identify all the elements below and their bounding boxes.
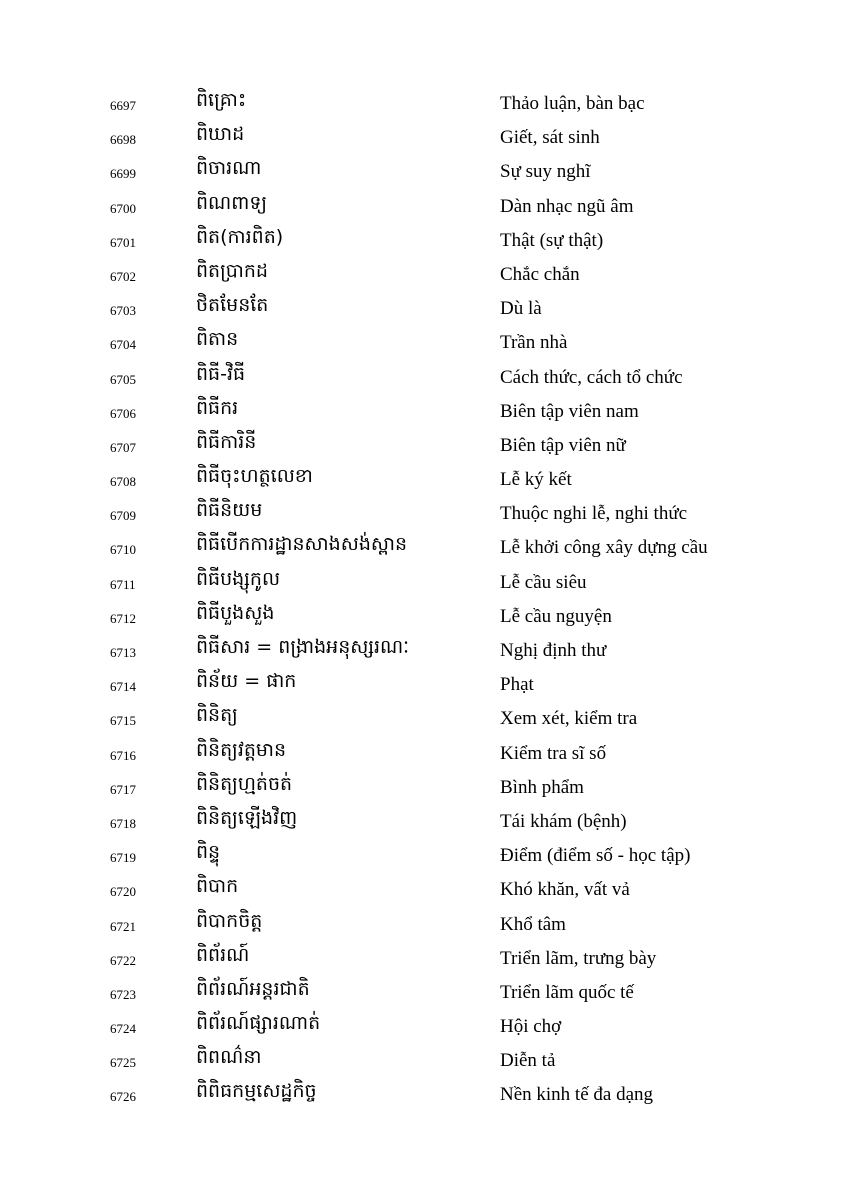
khmer-term: ពិពិធកម្មសេដ្ឋកិច្ច: [196, 1080, 317, 1103]
khmer-term: ពិបាកចិត្ត: [196, 909, 263, 932]
khmer-term: ពិធីបង្សុកូល: [196, 567, 281, 590]
vietnamese-translation: Phạt: [500, 674, 534, 696]
vietnamese-translation: Khổ tâm: [500, 913, 566, 935]
entry-number: 6698: [110, 132, 136, 148]
entry-number: 6713: [110, 645, 136, 660]
glossary-entry: [0, 1009, 848, 1043]
entry-number: 6704: [110, 337, 136, 353]
entry-number: 6703: [110, 303, 136, 319]
glossary-entry: [0, 120, 848, 154]
entry-number: 6724: [110, 1021, 136, 1037]
khmer-term: ពិន័យ = ផាក: [196, 670, 297, 693]
glossary-entry: [0, 394, 848, 428]
entry-number: 6699: [110, 166, 136, 182]
khmer-term: ពិព័រណ៍អន្តរជាតិ: [196, 977, 310, 1000]
glossary-entry: [0, 496, 848, 530]
khmer-term: ពិនិត្យឡើងវិញ: [196, 806, 298, 829]
vietnamese-translation: Lễ cầu siêu: [500, 571, 587, 593]
glossary-entry: [0, 770, 848, 804]
khmer-term: ពិណពាទ្យ: [196, 191, 268, 214]
entry-number: 6700: [110, 200, 136, 216]
khmer-term: ពិបាក: [196, 875, 239, 898]
vietnamese-translation: Hội chợ: [500, 1016, 562, 1038]
khmer-term: ពិនិត្យវត្តមាន: [196, 738, 287, 761]
glossary-entry: [0, 907, 848, 941]
khmer-term: ពិឃាដ: [196, 123, 245, 146]
entry-number: 6719: [110, 850, 136, 866]
vietnamese-translation: Lễ cầu nguyện: [500, 605, 612, 627]
khmer-term: ពិន្ទុ: [196, 841, 221, 864]
vietnamese-translation: Xem xét, kiểm tra: [500, 708, 638, 730]
glossary-entry: [0, 325, 848, 359]
vietnamese-translation: Tái khám (bệnh): [500, 810, 627, 832]
glossary-entry: [0, 872, 848, 906]
glossary-entry: [0, 1077, 848, 1111]
vietnamese-translation: Cách thức, cách tổ chức: [500, 366, 683, 388]
glossary-entry: [0, 428, 848, 462]
entry-number: 6702: [110, 268, 136, 284]
khmer-term: ពិធីបួងសួង: [196, 601, 275, 624]
vietnamese-translation: Triển lãm, trưng bày: [500, 947, 657, 969]
vietnamese-translation: Giết, sát sinh: [500, 127, 600, 149]
vietnamese-translation: Bình phẩm: [500, 776, 584, 798]
entry-number: 6710: [110, 542, 136, 558]
glossary-entry: [0, 667, 848, 701]
vietnamese-translation: Dàn nhạc ngũ âm: [500, 195, 634, 217]
vietnamese-translation: Thảo luận, bàn bạc: [500, 93, 645, 114]
khmer-term: ពិគ្រោះ: [196, 89, 247, 111]
khmer-term: ពិព័រណ៍: [196, 943, 250, 966]
khmer-term: ពិចារណា: [196, 157, 262, 180]
glossary-entry: [0, 360, 848, 394]
entry-number: 6715: [110, 713, 136, 729]
entry-number: 6717: [110, 781, 136, 797]
khmer-term: ពិធីករ: [196, 396, 239, 419]
vietnamese-translation: Lễ ký kết: [500, 469, 572, 491]
entry-number: 6721: [110, 918, 136, 934]
entry-number: 6697: [110, 98, 136, 113]
vietnamese-translation: Điểm (điểm số - học tập): [500, 845, 691, 867]
glossary-entry: [0, 701, 848, 735]
khmer-term: ពិនិត្យ: [196, 704, 238, 727]
entry-number: 6722: [110, 952, 136, 968]
entry-number: 6714: [110, 679, 136, 695]
glossary-entry: [0, 975, 848, 1009]
vietnamese-translation: Kiểm tra sĩ số: [500, 742, 607, 764]
vietnamese-translation: Biên tập viên nữ: [500, 434, 626, 456]
entry-number: 6711: [110, 576, 136, 592]
glossary-entry: [0, 223, 848, 257]
glossary-entry: [0, 941, 848, 975]
khmer-term: ពិធីសារ = ពង្រាងអនុស្សរណៈ: [196, 636, 410, 658]
vietnamese-translation: Biên tập viên nam: [500, 400, 639, 422]
entry-number: 6725: [110, 1055, 136, 1071]
khmer-term: ពិតប្រាកដ: [196, 259, 268, 282]
vietnamese-translation: Nghị định thư: [500, 640, 607, 661]
glossary-entry: [0, 86, 848, 120]
glossary-list: [0, 86, 848, 1112]
glossary-entry: [0, 291, 848, 325]
vietnamese-translation: Nền kinh tế đa dạng: [500, 1084, 654, 1106]
vietnamese-translation: Trần nhà: [500, 332, 568, 354]
entry-number: 6718: [110, 815, 136, 831]
entry-number: 6716: [110, 747, 136, 763]
khmer-term: ពិធីបើកការដ្ឋានសាងសង់ស្ពាន: [196, 533, 408, 556]
vietnamese-translation: Lễ khởi công xây dựng cầu: [500, 537, 708, 559]
glossary-entry: [0, 838, 848, 872]
vietnamese-translation: Sự suy nghĩ: [500, 161, 591, 183]
glossary-entry: [0, 530, 848, 564]
vietnamese-translation: Thật (sự thật): [500, 229, 604, 251]
glossary-entry: [0, 154, 848, 188]
glossary-entry: [0, 1043, 848, 1077]
entry-number: 6723: [110, 986, 136, 1002]
entry-number: 6708: [110, 474, 136, 490]
glossary-entry: [0, 633, 848, 667]
entry-number: 6707: [110, 439, 136, 455]
entry-number: 6706: [110, 405, 136, 421]
vietnamese-translation: Thuộc nghi lễ, nghi thức: [500, 503, 688, 525]
khmer-term: ពិត(ការពិត): [196, 225, 284, 248]
glossary-entry: [0, 462, 848, 496]
khmer-term: ពិធីចុះហត្ថលេខា: [196, 465, 313, 488]
khmer-term: ពិនិត្យហ្មត់ចត់: [196, 772, 293, 795]
khmer-term: ពិតាន: [196, 328, 239, 351]
vietnamese-translation: Diễn tả: [500, 1050, 556, 1072]
khmer-term: ពិព័រណ៍ផ្សារណាត់: [196, 1012, 321, 1035]
entry-number: 6705: [110, 371, 136, 387]
entry-number: 6709: [110, 508, 136, 524]
khmer-term: ពិធី-វិធី: [196, 362, 246, 385]
khmer-term: ថិតមែនតែ: [196, 294, 269, 317]
glossary-entry: [0, 565, 848, 599]
entry-number: 6712: [110, 610, 136, 626]
entry-number: 6726: [110, 1089, 136, 1105]
vietnamese-translation: Khó khăn, vất vả: [500, 879, 630, 901]
glossary-entry: [0, 189, 848, 223]
glossary-entry: [0, 736, 848, 770]
khmer-term: ពិពណ៌នា: [196, 1046, 262, 1069]
vietnamese-translation: Triển lãm quốc tế: [500, 981, 634, 1003]
entry-number: 6701: [110, 234, 136, 250]
vietnamese-translation: Chắc chắn: [500, 263, 580, 285]
entry-number: 6720: [110, 884, 136, 900]
khmer-term: ពិធីការិនី: [196, 430, 257, 453]
glossary-entry: [0, 804, 848, 838]
glossary-entry: [0, 599, 848, 633]
khmer-term: ពិធីនិយម: [196, 499, 263, 522]
glossary-entry: [0, 257, 848, 291]
vietnamese-translation: Dù là: [500, 298, 542, 320]
